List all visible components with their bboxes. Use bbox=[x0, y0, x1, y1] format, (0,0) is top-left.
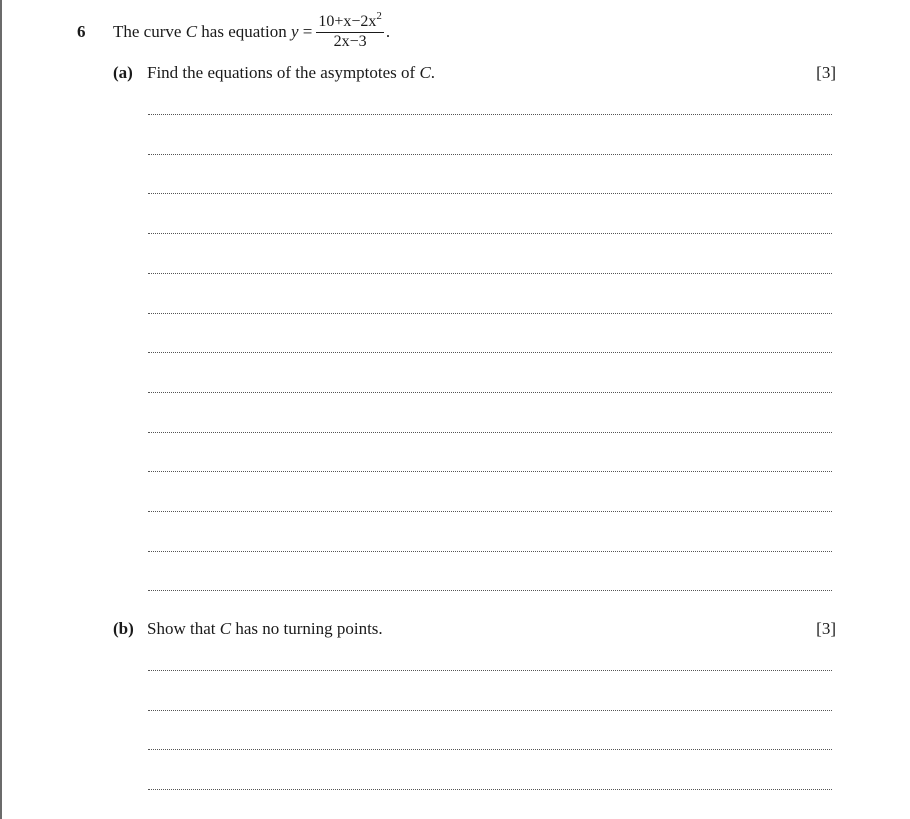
equals-sign: = bbox=[302, 22, 313, 41]
part-b-answer-line[interactable] bbox=[148, 789, 832, 790]
page-left-border bbox=[0, 0, 2, 819]
part-a-curve-name: C bbox=[419, 63, 431, 82]
part-a-answer-line[interactable] bbox=[148, 551, 832, 552]
part-a-answer-line[interactable] bbox=[148, 392, 832, 393]
part-a-answer-line[interactable] bbox=[148, 273, 832, 274]
part-b-text-prefix: Show that bbox=[147, 619, 216, 638]
part-a-answer-line[interactable] bbox=[148, 233, 832, 234]
part-b-curve-name: C bbox=[219, 619, 232, 638]
part-b-answer-line[interactable] bbox=[148, 670, 832, 671]
part-a-answer-line[interactable] bbox=[148, 511, 832, 512]
part-a-answer-line[interactable] bbox=[148, 154, 832, 155]
stem-mid: has equation bbox=[201, 22, 287, 41]
part-a-answer-line[interactable] bbox=[148, 432, 832, 433]
equation-y-variable: y bbox=[290, 22, 299, 41]
part-a-answer-line[interactable] bbox=[148, 352, 832, 353]
stem-curve-name: C bbox=[185, 22, 198, 41]
part-b-answer-line[interactable] bbox=[148, 749, 832, 750]
part-a-answer-line[interactable] bbox=[148, 114, 832, 115]
part-b-label: (b) bbox=[113, 619, 134, 638]
question-stem bbox=[113, 10, 390, 54]
part-a-marks: [3] bbox=[816, 63, 836, 82]
part-b-prompt bbox=[147, 619, 383, 639]
part-a-text-prefix: Find the equations of the asymptotes of bbox=[147, 63, 416, 82]
part-a-text-suffix: . bbox=[430, 63, 436, 82]
fraction-denominator: 2x−3 bbox=[333, 33, 367, 50]
part-a-answer-line[interactable] bbox=[148, 313, 832, 314]
stem-prefix: The curve bbox=[113, 22, 182, 41]
part-a-answer-line[interactable] bbox=[148, 590, 832, 591]
numerator-exponent: 2 bbox=[376, 10, 382, 22]
fraction-numerator bbox=[316, 10, 384, 33]
question-number: 6 bbox=[77, 22, 86, 41]
part-a-answer-line[interactable] bbox=[148, 193, 832, 194]
part-a-prompt bbox=[147, 63, 435, 83]
numerator-text: 10+x−2x bbox=[318, 13, 377, 30]
part-b-text-suffix: has no turning points. bbox=[235, 619, 383, 638]
part-b-marks: [3] bbox=[816, 619, 836, 638]
part-a-label: (a) bbox=[113, 63, 133, 82]
part-b-answer-line[interactable] bbox=[148, 710, 832, 711]
equation-fraction bbox=[316, 10, 384, 51]
part-a-answer-line[interactable] bbox=[148, 471, 832, 472]
stem-end-punct: . bbox=[385, 22, 391, 41]
